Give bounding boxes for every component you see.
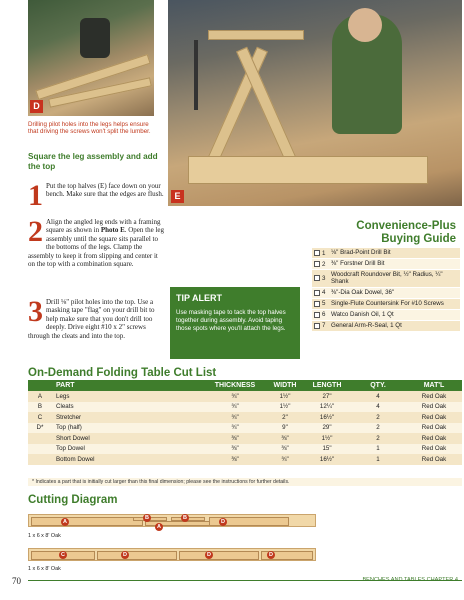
buying-guide-item-text: Single-Flute Countersink For #10 Screws: [331, 300, 444, 308]
cut-list-width: 1½": [266, 391, 304, 402]
cut-list-header-key: [28, 380, 52, 391]
step-1-text: Put the top halves (E) face down on your bench. Make sure that the edges are flush.: [46, 182, 164, 199]
cut-list-part: Cleats: [52, 402, 204, 413]
cut-list-material: Red Oak: [406, 444, 462, 455]
buying-guide-item: [312, 259, 460, 270]
cut-list-table: [28, 380, 462, 465]
photo-d-caption: Drilling pilot holes into the legs helps ensure that driving the screws won't split the lumber.: [28, 121, 151, 136]
cut-list-footnote: * Indicates a part that is initially cut larger than this final dimension; please see the instructions for further details.: [28, 478, 462, 486]
photo-e-stretcher: [208, 30, 304, 40]
photo-e-label: E: [171, 190, 184, 203]
board-1-label: 1 x 6 x 8' Oak: [28, 533, 61, 539]
cut-list-header: THICKNESS: [204, 380, 266, 391]
checkbox-icon: [314, 250, 320, 256]
checkbox-icon: [314, 261, 320, 267]
cut-list-width: ⅜": [266, 444, 304, 455]
cut-list-key: B: [28, 402, 52, 413]
step-2: [28, 215, 165, 269]
buying-guide-item-number: 2: [322, 260, 326, 268]
board-2-part-d-2: [179, 551, 259, 560]
cut-list-qty: 4: [350, 391, 406, 402]
tip-alert-box: [170, 287, 300, 359]
part-tag: B: [181, 514, 189, 522]
page-number: 70: [12, 576, 21, 586]
photo-d-drill: [80, 18, 110, 58]
buying-guide-item-text: ⅛" Brad-Point Drill Bit: [331, 249, 391, 257]
buying-guide-item-number: 4: [322, 289, 326, 297]
part-tag: D: [121, 551, 129, 559]
buying-guide-title: Convenience-Plus Buying Guide: [356, 220, 456, 245]
cut-list-qty: 1: [350, 444, 406, 455]
photo-e-square: [194, 40, 198, 110]
buying-guide-item-text: ⅜"-Dia Oak Dowel, 36": [331, 289, 395, 297]
photo-e-head: [348, 8, 382, 42]
part-tag: A: [61, 518, 69, 526]
cut-list-key: [28, 444, 52, 455]
cut-list-width: 9": [266, 423, 304, 434]
buying-guide-item-text: Woodcraft Roundover Bit, ½" Radius, ¼" Shank: [331, 271, 443, 286]
buying-guide-item-text: ⅜" Forstner Drill Bit: [331, 260, 385, 268]
buying-guide-item: [312, 321, 460, 332]
buying-guide-item-text: General Arm-R-Seal, 1 Qt: [331, 322, 402, 330]
cut-list-material: Red Oak: [406, 402, 462, 413]
buying-guide-item-text: Watco Danish Oil, 1 Qt: [331, 311, 394, 319]
cut-list-header: WIDTH: [266, 380, 304, 391]
buying-guide-item-number: 3: [322, 274, 326, 282]
cut-list-header: QTY.: [350, 380, 406, 391]
part-tag: B: [143, 514, 151, 522]
cut-list-length: 27": [304, 391, 350, 402]
table-row: [28, 402, 462, 413]
part-tag: D: [219, 518, 227, 526]
cut-list-key: [28, 454, 52, 465]
cut-list-header: PART: [52, 380, 204, 391]
section-heading: Square the leg assembly and add the top: [28, 152, 158, 171]
cut-list-part: Short Dowel: [52, 433, 204, 444]
table-row: [28, 433, 462, 444]
cut-list-key: [28, 433, 52, 444]
checkbox-icon: [314, 290, 320, 296]
step-3-text: Drill ⅛" pilot holes into the top. Use a masking tape "flag" on your drill bit to help make sure that you don't drill too deeply. Drive eight #10 x 2" screws through the cleats and into the top.: [28, 298, 155, 340]
step-2-photo-ref: Photo E: [100, 226, 125, 235]
cut-list-width: 1½": [266, 402, 304, 413]
cut-list-header-row: [28, 380, 462, 391]
cut-list-thickness: ¾": [204, 423, 266, 434]
table-row: [28, 423, 462, 434]
cut-list-part: Top (half): [52, 423, 204, 434]
board-2-part-d-1: [97, 551, 177, 560]
table-row: [28, 391, 462, 402]
step-2-number: 2: [28, 215, 43, 248]
buying-guide-item: [312, 310, 460, 321]
tip-alert-title: TIP ALERT: [176, 293, 223, 303]
step-2-text-after: . Open the leg assembly until the square sits parallel to the bottoms of the legs. Clamp the assembly to keep it from slipping and center it on the top with a combination square.: [28, 226, 165, 269]
cut-list-qty: 4: [350, 402, 406, 413]
buying-guide-item: [312, 299, 460, 310]
cut-list-thickness: ¾": [204, 412, 266, 423]
cut-list-material: Red Oak: [406, 433, 462, 444]
step-3: [28, 295, 164, 340]
photo-e: [168, 0, 462, 206]
buying-guide-item: [312, 288, 460, 299]
cut-list-part: Bottom Dowel: [52, 454, 204, 465]
step-1-number: 1: [28, 179, 43, 212]
cut-list-part: Top Dowel: [52, 444, 204, 455]
cut-list-width: 2": [266, 412, 304, 423]
board-1-part-a: [31, 517, 143, 526]
cut-list-qty: 2: [350, 412, 406, 423]
cut-list-part: Legs: [52, 391, 204, 402]
cut-list-header: LENGTH: [304, 380, 350, 391]
cut-list-material: Red Oak: [406, 412, 462, 423]
buying-guide-item-number: 1: [322, 249, 326, 257]
part-tag: C: [59, 551, 67, 559]
cut-list-thickness: ⅜": [204, 433, 266, 444]
photo-e-tabletop: [188, 156, 428, 184]
buying-guide-item: [312, 270, 460, 288]
cut-list-thickness: ⅜": [204, 454, 266, 465]
cut-list-length: 29": [304, 423, 350, 434]
checkbox-icon: [314, 301, 320, 307]
buying-guide-item-number: 5: [322, 300, 326, 308]
photo-e-leg-2: [236, 47, 296, 162]
cut-list-material: Red Oak: [406, 423, 462, 434]
step-1: [28, 179, 164, 212]
cut-list-material: Red Oak: [406, 454, 462, 465]
checkbox-icon: [314, 275, 320, 281]
cut-list-part: Stretcher: [52, 412, 204, 423]
table-row: [28, 412, 462, 423]
page-footer: [0, 576, 464, 586]
photo-d: [28, 0, 154, 116]
table-row: [28, 454, 462, 465]
cut-list-qty: 1: [350, 454, 406, 465]
buying-guide-item-number: 6: [322, 311, 326, 319]
step-2-text-before: Align the angled leg ends with a framing square as shown in: [46, 218, 161, 235]
part-tag: D: [205, 551, 213, 559]
cut-list-key: A: [28, 391, 52, 402]
cut-list-material: Red Oak: [406, 391, 462, 402]
photo-d-label: D: [30, 100, 43, 113]
cut-list-key: D*: [28, 423, 52, 434]
table-row: [28, 444, 462, 455]
cut-list-thickness: ⅜": [204, 444, 266, 455]
cut-list-length: 16½": [304, 454, 350, 465]
tip-alert-body: Use masking tape to tack the top halves together during assembly. Avoid taping those spots where you'll attach the legs.: [176, 309, 286, 332]
cut-list-length: 1½": [304, 433, 350, 444]
cut-list-thickness: ¾": [204, 402, 266, 413]
cut-list-qty: 2: [350, 433, 406, 444]
cutting-diagram-title: Cutting Diagram: [28, 494, 118, 506]
cut-list-qty: 2: [350, 423, 406, 434]
checkbox-icon: [314, 323, 320, 329]
cut-list-key: C: [28, 412, 52, 423]
chapter-label: BENCHES AND TABLES CHAPTER 4: [362, 577, 458, 583]
part-tag: A: [155, 523, 163, 531]
checkbox-icon: [314, 312, 320, 318]
step-3-number: 3: [28, 295, 43, 328]
cut-list-length: 15": [304, 444, 350, 455]
cut-list-thickness: ¾": [204, 391, 266, 402]
buying-guide-item: [312, 248, 460, 259]
part-tag: D: [267, 551, 275, 559]
board-1: [28, 514, 316, 530]
cut-list-header: MAT'L: [406, 380, 462, 391]
cut-list-width: ¾": [266, 454, 304, 465]
board-2-label: 1 x 6 x 8' Oak: [28, 566, 61, 572]
cut-list-width: ⅜": [266, 433, 304, 444]
board-2: [28, 548, 316, 561]
cut-list-length: 16½": [304, 412, 350, 423]
cut-list-title: On-Demand Folding Table Cut List: [28, 367, 217, 379]
buying-guide-list: [312, 248, 460, 332]
cut-list-length: 12¼": [304, 402, 350, 413]
buying-guide-item-number: 7: [322, 322, 326, 330]
